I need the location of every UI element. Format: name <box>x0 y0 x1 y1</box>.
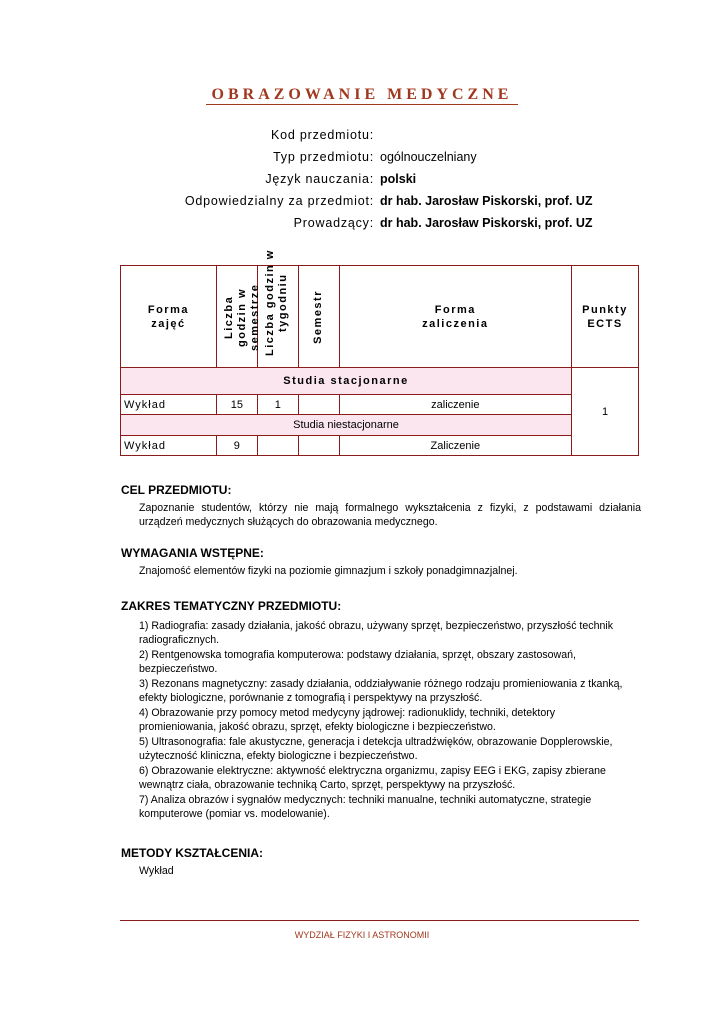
table-row <box>121 436 639 456</box>
meta-value: polski <box>380 172 417 186</box>
list-item: 2) Rentgenowska tomografia komputerowa: podstawy działania, sprzęt, obszary zastosowań, bezpieczeństwo. <box>139 649 576 675</box>
header-semestr: Semestr <box>298 266 339 368</box>
meta-value: ogólnouczelniany <box>380 150 477 164</box>
cell-forma: Wykład <box>121 395 217 415</box>
cell-godz-sem: 9 <box>216 436 257 456</box>
cell-godz-sem: 15 <box>216 395 257 415</box>
cell-forma: Wykład <box>121 436 217 456</box>
table-header-row <box>121 266 639 368</box>
section-text: Znajomość elementów fizyki na poziomie gimnazjum i szkoły ponadgimnazjalnej. <box>139 565 518 577</box>
meta-label: Odpowiedzialny za przedmiot: <box>184 194 374 208</box>
meta-label: Język nauczania: <box>265 172 374 186</box>
cell-zaliczenie: Zaliczenie <box>339 436 571 456</box>
meta-label: Typ przedmiotu: <box>273 150 374 164</box>
list-item: 1) Radiografia: zasady działania, jakość obrazu, używany sprzęt, bezpieczeństwo, przyszłość technik radiograficznych. <box>139 620 614 646</box>
section-metody <box>121 846 641 878</box>
section-heading: CEL PRZEDMIOTU: <box>121 483 232 497</box>
document-title-text: OBRAZOWANIE MEDYCZNE <box>206 86 519 105</box>
header-godz-sem: Liczba godzin w semestrze <box>216 266 257 368</box>
section-wymagania <box>121 546 641 578</box>
topic-list <box>139 619 641 821</box>
list-item: 3) Rezonans magnetyczny: zasady działania, oddziaływanie różnego rodzaju promieniowania z tkanką, efekty biologiczne, porównanie z tomografią i perspektywy na przyszłość. <box>139 678 623 704</box>
meta-row-prowadzacy <box>0 216 724 238</box>
meta-row-kod <box>0 128 724 150</box>
section-zakres <box>121 599 641 822</box>
meta-value: dr hab. Jarosław Piskorski, prof. UZ <box>380 194 593 208</box>
section-cel <box>121 483 641 529</box>
meta-value: dr hab. Jarosław Piskorski, prof. UZ <box>380 216 593 230</box>
meta-label: Kod przedmiotu: <box>270 128 374 142</box>
ects-value: 1 <box>572 368 639 456</box>
section-row-niestacjonarne <box>121 415 639 436</box>
section-text: Zapoznanie studentów, którzy nie mają formalnego wykształcenia z fizyki, z podstawami działania urządzeń medycznych służących do obrazowania medycznego. <box>139 502 641 528</box>
meta-label: Prowadzący: <box>293 216 374 230</box>
section-row-stacjonarne <box>121 368 639 395</box>
document-title <box>0 86 724 104</box>
section-text: Wykład <box>139 865 174 877</box>
cell-zaliczenie: zaliczenie <box>339 395 571 415</box>
section-heading: ZAKRES TEMATYCZNY PRZEDMIOTU: <box>121 599 342 613</box>
meta-row-odpowiedzialny <box>0 194 724 216</box>
meta-row-jezyk <box>0 172 724 194</box>
header-godz-tyg: Liczba godzin w tygodniu <box>257 266 298 368</box>
list-item: 7) Analiza obrazów i sygnałów medycznych: techniki manualne, techniki automatyczne, strategie komputerowe (pomiar vs. modelowanie). <box>139 794 592 820</box>
course-meta <box>0 128 724 238</box>
table-row <box>121 395 639 415</box>
header-forma-zaliczenia: Forma zaliczenia <box>339 266 571 368</box>
course-table <box>120 249 639 456</box>
cell-semestr <box>298 436 339 456</box>
meta-row-typ <box>0 150 724 172</box>
footer-text: WYDZIAŁ FIZYKI I ASTRONOMII <box>294 930 430 940</box>
section-label: Studia stacjonarne <box>121 368 572 395</box>
list-item: 6) Obrazowanie elektryczne: aktywność elektryczna organizmu, zapisy EEG i EKG, zapisy zbierane wewnątrz ciała, obrazowanie techniką Carto, sprzęt, perspektywy na przyszłość. <box>139 765 606 791</box>
section-heading: METODY KSZTAŁCENIA: <box>121 846 264 860</box>
list-item: 5) Ultrasonografia: fale akustyczne, generacja i detekcja ultradźwięków, obrazowanie Dopplerowskie, użyteczność kliniczna, efekty biologiczne i bezpieczeństwo. <box>139 736 613 762</box>
footer-divider <box>120 920 639 921</box>
list-item: 4) Obrazowanie przy pomocy metod medycyny jądrowej: radionuklidy, techniki, detektory promieniowania, jakość obrazu, sprzęt, efekty biologiczne i bezpieczeństwo. <box>139 707 556 733</box>
section-heading: WYMAGANIA WSTĘPNE: <box>121 546 264 560</box>
cell-godz-tyg <box>257 436 298 456</box>
header-forma-zajec: Forma zajęć <box>121 266 217 368</box>
cell-semestr <box>298 395 339 415</box>
cell-godz-tyg: 1 <box>257 395 298 415</box>
header-ects: Punkty ECTS <box>572 266 639 368</box>
section-label: Studia niestacjonarne <box>121 415 572 436</box>
